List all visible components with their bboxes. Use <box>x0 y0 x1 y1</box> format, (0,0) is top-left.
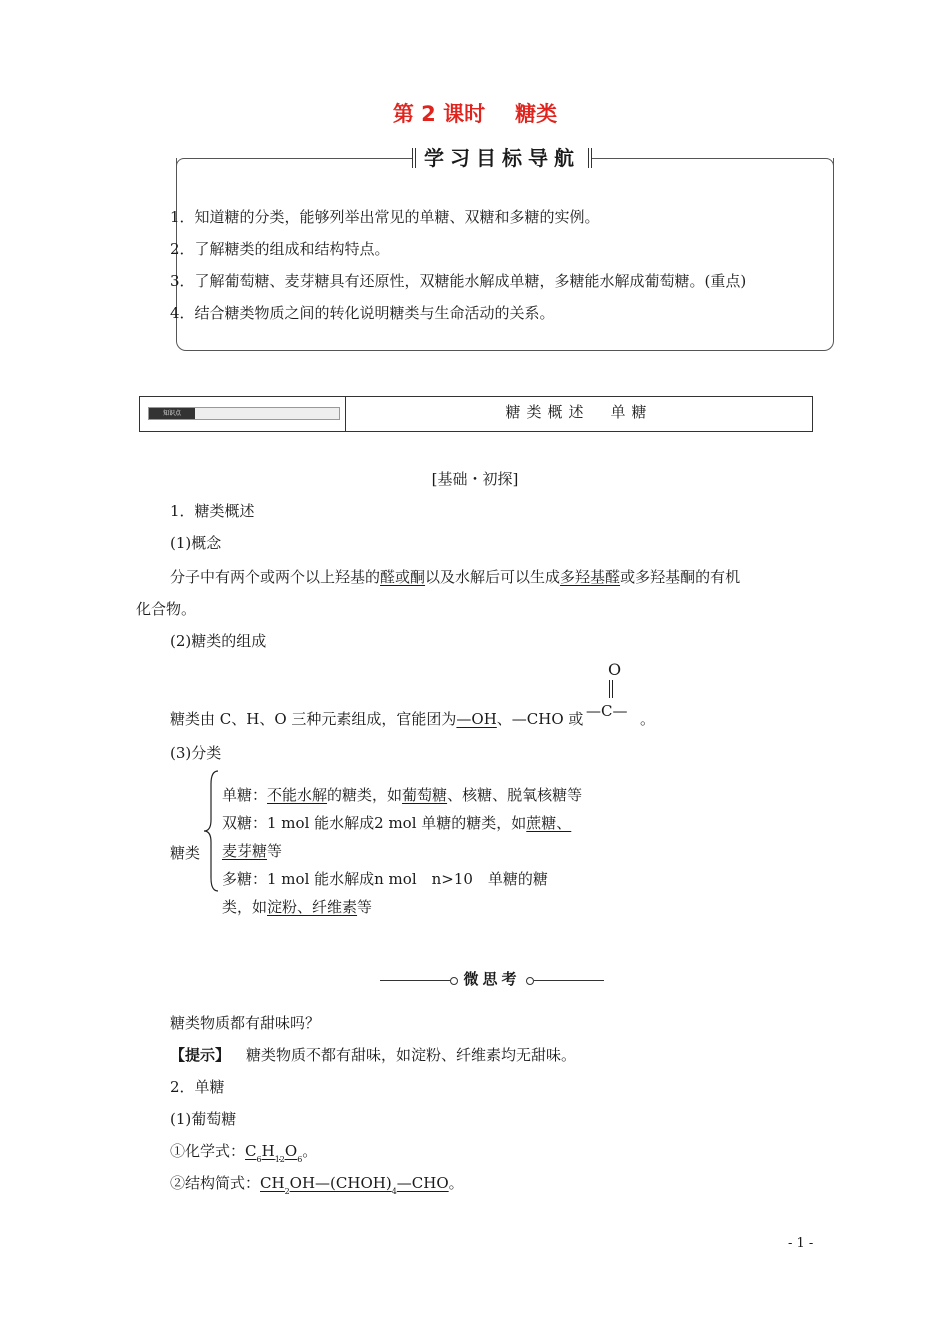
basics-label: [基础・初探] <box>431 470 519 488</box>
mono-line: 单糖：不能水解的糖类，如葡萄糖、核糖、脱氧核糖等 <box>222 786 583 804</box>
objective-item: 3．了解葡萄糖、麦芽糖具有还原性，双糖能水解成单糖，多糖能水解成葡萄糖。(重点) <box>170 272 747 290</box>
objective-item: 2．了解糖类的组成和结构特点。 <box>170 240 390 258</box>
concept-heading: (1)概念 <box>170 534 222 552</box>
objective-item: 1．知道糖的分类，能够列举出常见的单糖、双糖和多糖的实例。 <box>170 208 600 226</box>
composition-text: 糖类由 C、H、O 三种元素组成，官能团为—OH、—CHO 或 <box>170 710 584 728</box>
glucose-structure: ②结构简式：$CH_2OH—(CHOH)_4—CHO$。 <box>170 1174 464 1196</box>
section-title: 糖类概述 单糖 <box>505 403 653 421</box>
di-line-cont: 麦芽糖等 <box>222 842 283 860</box>
think-question: 糖类物质都有甜味吗？ <box>170 1014 321 1032</box>
concept-text: 分子中有两个或两个以上羟基的醛或酮以及水解后可以生成多羟基醛或多羟基酮的有机 <box>170 568 741 586</box>
carbonyl-group: —C— <box>586 702 628 720</box>
period: 。 <box>640 710 656 728</box>
think-label: 微思考 <box>463 970 521 988</box>
classification-heading: (3)分类 <box>170 744 222 762</box>
carbonyl-oxygen: O <box>608 660 622 679</box>
objective-item: 4．结合糖类物质之间的转化说明糖类与生命活动的关系。 <box>170 304 555 322</box>
poly-line: 多糖：1 mol 能水解成n mol n>10 单糖的糖 <box>222 870 548 888</box>
di-line: 双糖：1 mol 能水解成2 mol 单糖的糖类，如蔗糖、 <box>222 814 572 832</box>
page-number: - 1 - <box>788 1236 814 1251</box>
section-badge: 知识点 <box>148 407 340 420</box>
concept-text-cont: 化合物。 <box>136 600 197 618</box>
classification-root: 糖类 <box>170 844 201 862</box>
poly-line-cont: 类，如淀粉、纤维素等 <box>222 898 373 916</box>
brace-icon <box>201 770 221 892</box>
think-divider <box>380 968 604 992</box>
think-hint: 【提示】 糖类物质不都有甜味，如淀粉、纤维素均无甜味。 <box>170 1046 577 1064</box>
section-header <box>139 396 813 432</box>
page-title: 第 2 课时 糖类 <box>392 102 558 126</box>
objectives-heading: 学习目标导航 <box>412 143 592 173</box>
glucose-formula: ①化学式：$C_6H_{12}O_6$。 <box>170 1142 318 1164</box>
section-heading: 1．糖类概述 <box>170 502 255 520</box>
composition-heading: (2)糖类的组成 <box>170 632 267 650</box>
glucose-heading: (1)葡萄糖 <box>170 1110 237 1128</box>
double-bond <box>609 680 613 698</box>
section-heading: 2．单糖 <box>170 1078 225 1096</box>
